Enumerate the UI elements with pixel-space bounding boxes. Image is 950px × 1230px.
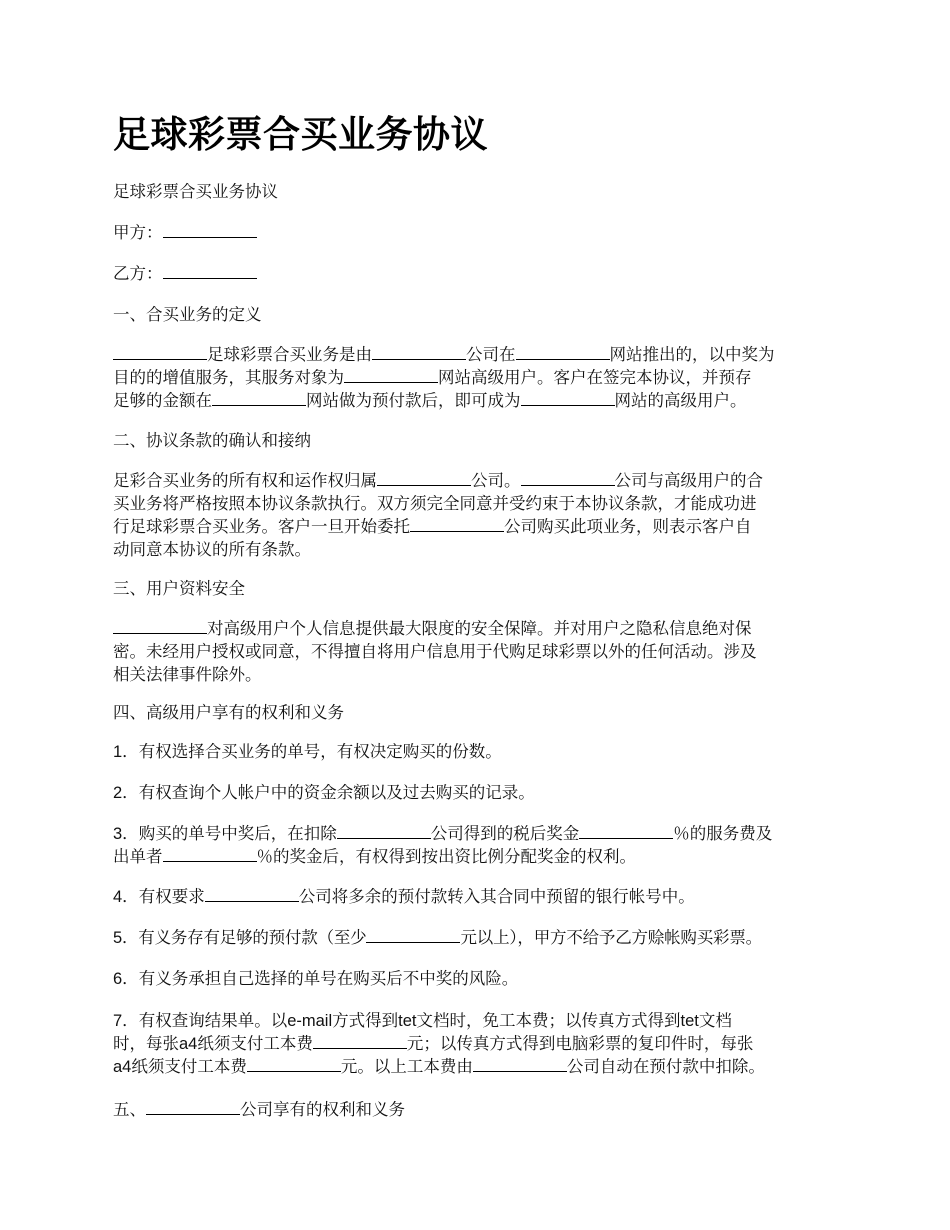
section-4-heading: 四、高级用户享有的权利和义务 xyxy=(113,703,344,722)
list-item-6: 6．有义务承担自己选择的单号在购买后不中奖的风险。 xyxy=(113,969,519,988)
list-item-1: 1．有权选择合买业务的单号，有权决定购买的份数。 xyxy=(113,742,502,761)
paragraph-line: 动同意本协议的所有条款。 xyxy=(113,540,311,559)
paragraph-line: 时，每张a4纸须支付工本费 元；以传真方式得到电脑彩票的复印件时，每张 xyxy=(113,1034,754,1053)
blank-field xyxy=(366,927,460,943)
party-a-blank xyxy=(163,222,257,238)
paragraph-line: 3．购买的单号中奖后，在扣除 公司得到的税后奖金 ％的服务费及 xyxy=(113,824,773,843)
list-item-5: 5．有义务存有足够的预付款（至少 元以上），甲方不给予乙方赊帐购买彩票。 xyxy=(113,928,762,947)
blank-field xyxy=(337,823,431,839)
paragraph-line: 对高级用户个人信息提供最大限度的安全保障。并对用户之隐私信息绝对保 xyxy=(113,617,843,640)
party-b-label: 乙方： xyxy=(113,264,163,283)
blank-field xyxy=(521,470,615,486)
party-a-label: 甲方： xyxy=(113,223,163,242)
list-item-4: 4．有权要求 公司将多余的预付款转入其合同中预留的银行帐号中。 xyxy=(113,887,695,906)
paragraph-line: 目的的增值服务，其服务对象为 网站高级用户。客户在签完本协议，并预存 xyxy=(113,368,752,387)
blank-field xyxy=(377,470,471,486)
party-b-line xyxy=(113,262,843,285)
blank-field xyxy=(212,390,306,406)
document-subtitle: 足球彩票合买业务协议 xyxy=(113,182,278,201)
party-b-blank xyxy=(163,263,257,279)
paragraph-line: 行足球彩票合买业务。客户一旦开始委托 公司购买此项业务，则表示客户自 xyxy=(113,517,752,536)
paragraph-line: a4纸须支付工本费 元。以上工本费由 公司自动在预付款中扣除。 xyxy=(113,1057,765,1076)
section-2-heading: 二、协议条款的确认和接纳 xyxy=(113,431,311,450)
paragraph-line: 密。未经用户授权或同意，不得擅自将用户信息用于代购足球彩票以外的任何活动。涉及 xyxy=(113,642,757,661)
paragraph-line: 出单者 ％的奖金后，有权得到按出资比例分配奖金的权利。 xyxy=(113,847,636,866)
paragraph-line: 相关法律事件除外。 xyxy=(113,665,262,684)
paragraph-line: 足球彩票合买业务是由 公司在 网站推出的，以中奖为 xyxy=(113,343,843,366)
blank-field xyxy=(579,823,673,839)
party-a-line xyxy=(113,221,843,244)
paragraph-line: 足够的金额在 网站做为预付款后，即可成为 网站的高级用户。 xyxy=(113,391,747,410)
blank-field xyxy=(521,390,615,406)
blank-field xyxy=(372,344,466,360)
blank-field xyxy=(516,344,610,360)
blank-field xyxy=(113,618,207,634)
blank-field xyxy=(344,367,438,383)
blank-field xyxy=(247,1056,341,1072)
list-item-2: 2．有权查询个人帐户中的资金余额以及过去购买的记录。 xyxy=(113,783,535,802)
paragraph-line: 7．有权查询结果单。以e-mail方式得到tet文档时，免工本费；以传真方式得到tet文档 xyxy=(113,1011,732,1030)
blank-field xyxy=(473,1056,567,1072)
blank-field xyxy=(146,1099,240,1115)
document-title: 足球彩票合买业务协议 xyxy=(113,113,488,156)
blank-field xyxy=(163,846,257,862)
section-1-heading: 一、合买业务的定义 xyxy=(113,305,262,324)
blank-field xyxy=(313,1033,407,1049)
blank-field xyxy=(113,344,207,360)
paragraph-line: 买业务将严格按照本协议条款执行。双方须完全同意并受约束于本协议条款，才能成功进 xyxy=(113,494,757,513)
blank-field xyxy=(410,516,504,532)
section-5-heading: 五、 公司享有的权利和义务 xyxy=(113,1100,405,1119)
paragraph-line: 足彩合买业务的所有权和运作权归属 公司。 公司与高级用户的合 xyxy=(113,471,763,490)
section-3-heading: 三、用户资料安全 xyxy=(113,579,245,598)
blank-field xyxy=(205,886,299,902)
